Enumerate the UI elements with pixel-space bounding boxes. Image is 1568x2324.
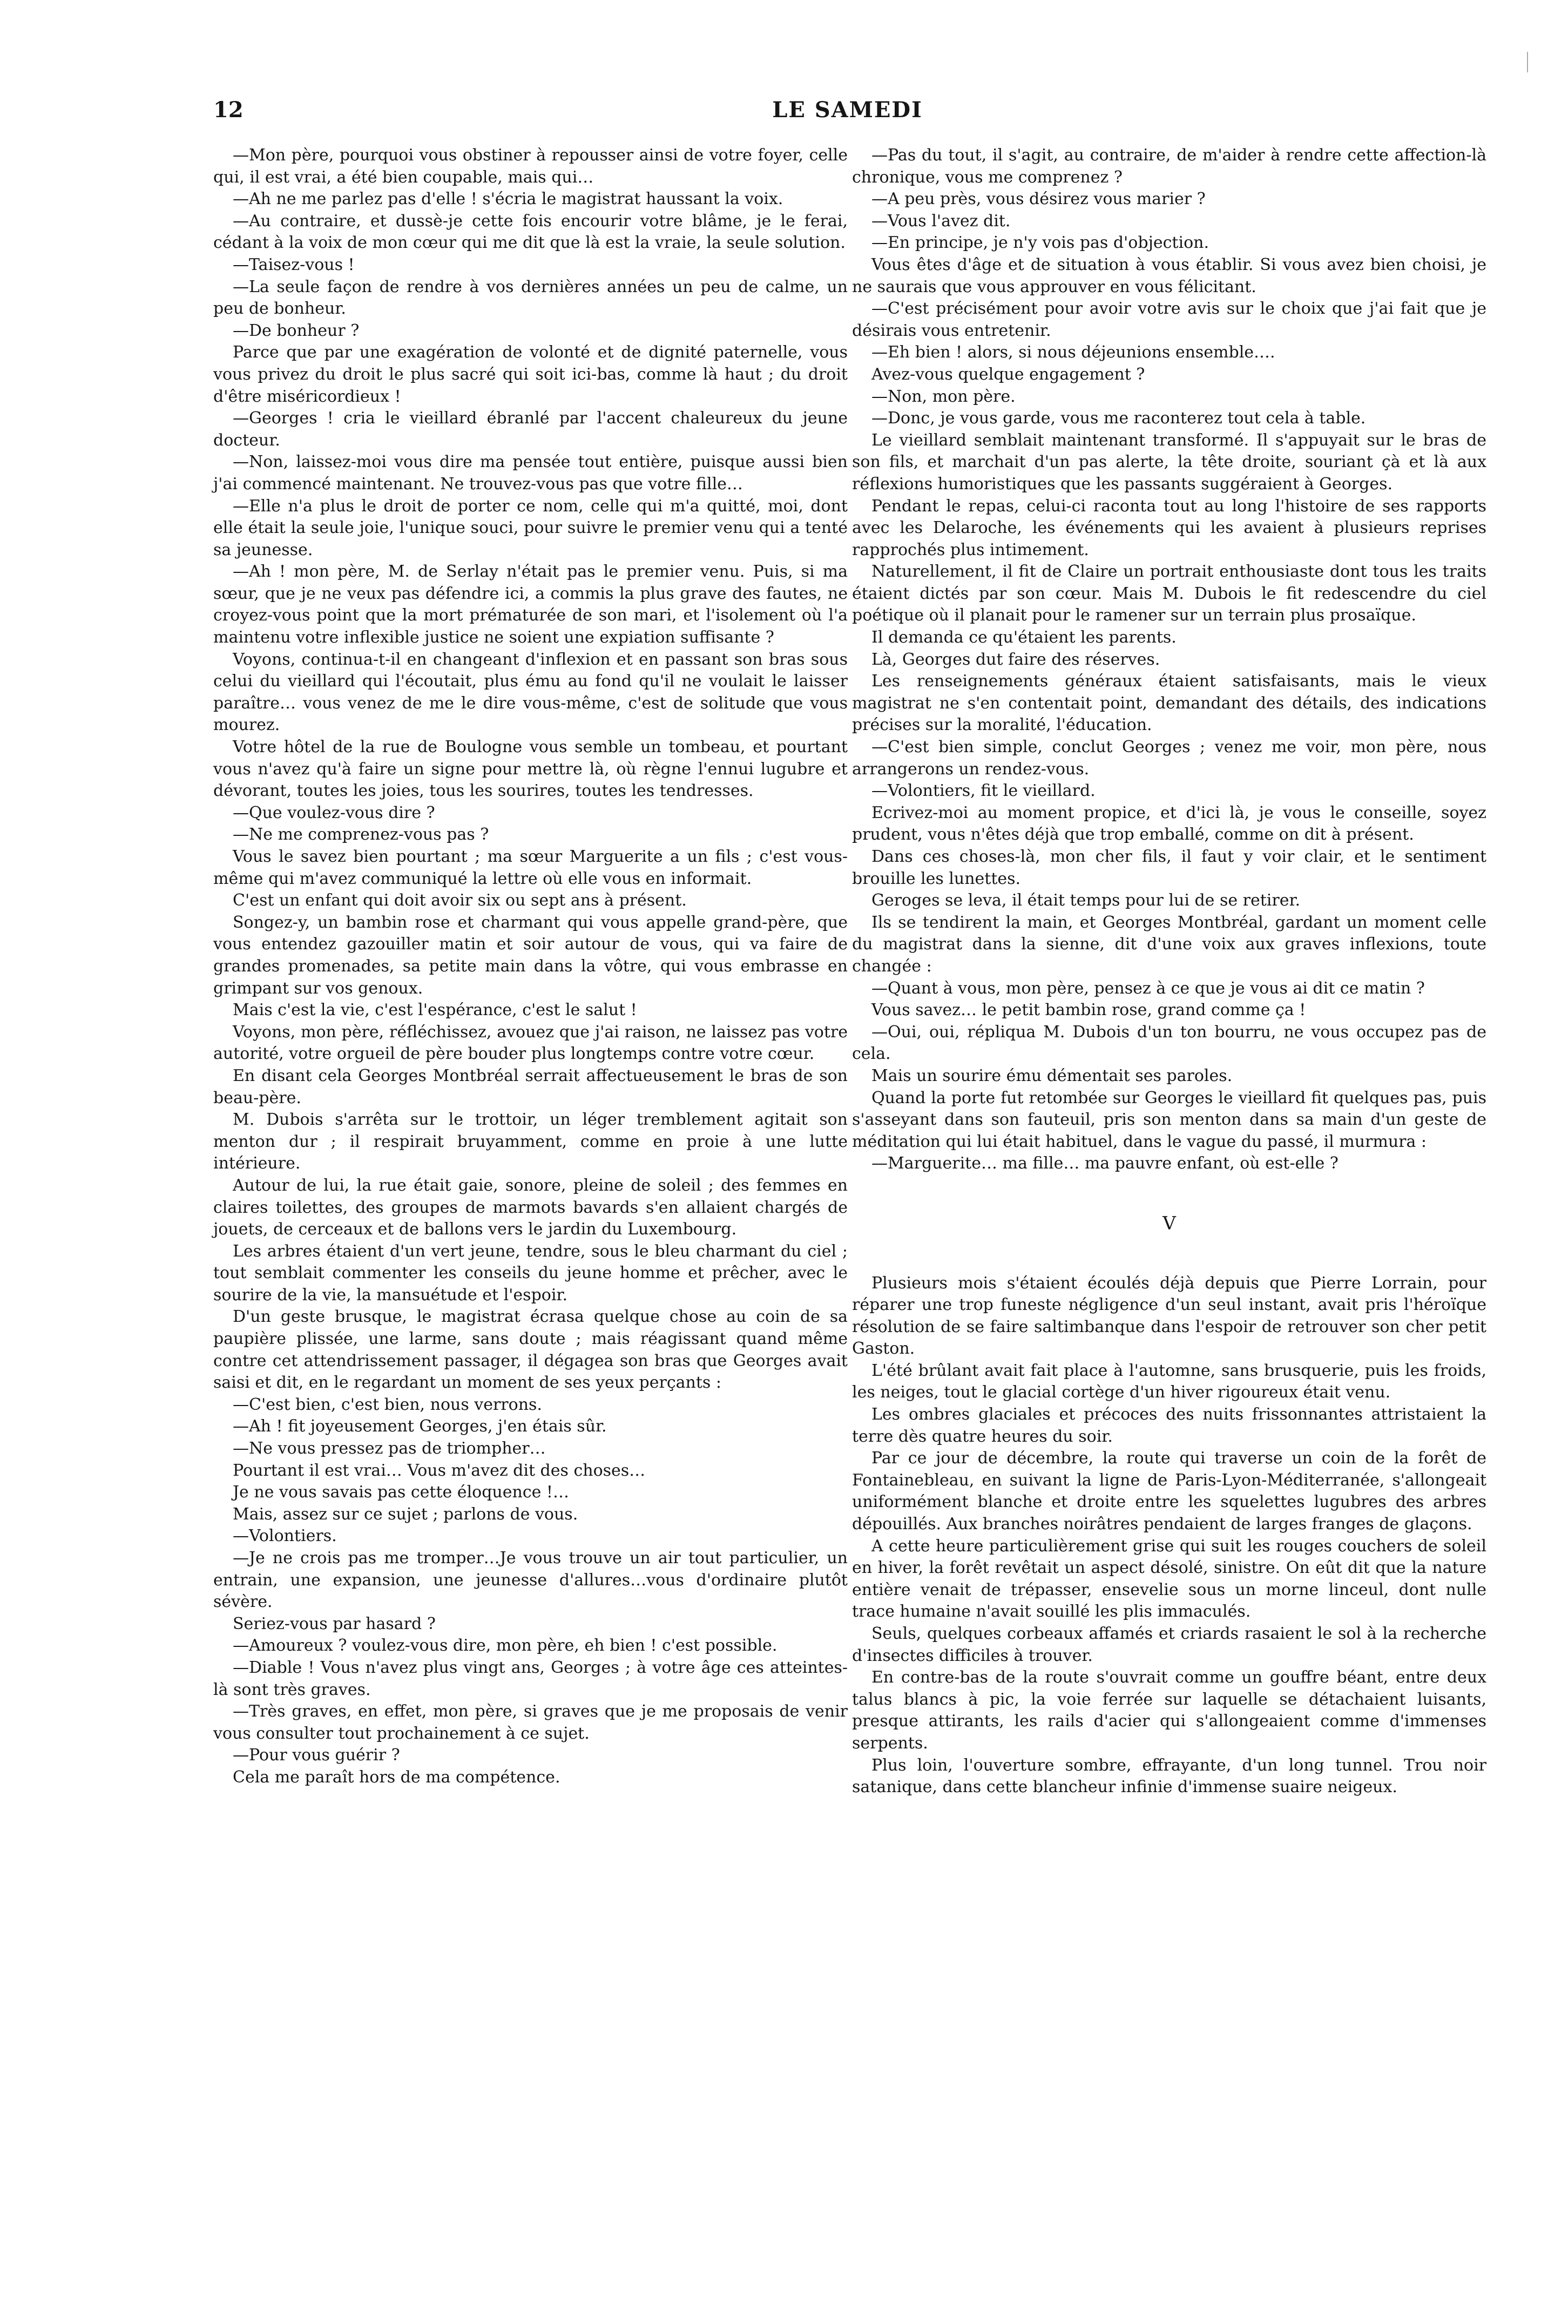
paragraph: Voyons, mon père, réfléchissez, avouez que j'ai raison, ne laissez pas votre autorité, votre orgueil de père bouder plus longtemps contre votre cœur. — [213, 1022, 848, 1064]
paragraph: —Non, laissez-moi vous dire ma pensée tout entière, puisque aussi bien j'ai commencé maintenant. Ne trouvez-vous pas que votre fille… — [213, 452, 848, 494]
paragraph: M. Dubois s'arrêta sur le trottoir, un léger tremblement agitait son menton dur ; il respirait bruyamment, comme en proie à une lutte intérieure. — [213, 1110, 848, 1173]
paragraph: Avez-vous quelque engagement ? — [871, 364, 1145, 384]
paragraph: —Non, mon père. — [871, 387, 1016, 406]
paragraph: Les ombres glaciales et précoces des nuits frissonnantes attristaient la terre dès quatre heures du soir. — [852, 1405, 1486, 1446]
paragraph: —Marguerite… ma fille… ma pauvre enfant, où est-elle ? — [871, 1154, 1339, 1173]
paragraph: —Eh bien ! alors, si nous déjeunions ensemble…. — [871, 343, 1275, 362]
paragraph: —Amoureux ? voulez-vous dire, mon père, eh bien ! c'est possible. — [233, 1636, 778, 1656]
paragraph: A cette heure particulièrement grise qui suit les rouges couchers de soleil en hiver, la forêt revêtait un aspect désolé, sinistre. On eût dit que la nature entière venait de trépasser, ensevelie sous un morne linceul, dont nulle trace humaine n'avait souillé les plis immaculés. — [852, 1536, 1486, 1622]
paragraph: Naturellement, il fit de Claire un portrait enthousiaste dont tous les traits étaient dictés par son cœur. Mais M. Dubois le fit redescendre du ciel poétique où il planait pour le ramener sur un terrain plus prosaïque. — [852, 562, 1486, 625]
paragraph: —Oui, oui, répliqua M. Dubois d'un ton bourru, ne vous occupez pas de cela. — [852, 1022, 1486, 1064]
paragraph: En contre-bas de la route s'ouvrait comme un gouffre béant, entre deux talus blancs à pic, la voie ferrée sur laquelle se détachaient luisants, presque attirants, les rails d'acier qui s'allongeaient comme d'immenses serpents. — [852, 1668, 1486, 1753]
paragraph: Vous savez… le petit bambin rose, grand comme ça ! — [871, 1001, 1306, 1020]
paragraph: —Volontiers. — [233, 1526, 337, 1546]
paragraph: —C'est bien, c'est bien, nous verrons. — [233, 1395, 542, 1414]
page-header — [213, 97, 1482, 124]
paragraph: —Ah ne me parlez pas d'elle ! s'écria le magistrat haussant la voix. — [233, 190, 783, 209]
paragraph: D'un geste brusque, le magistrat écrasa quelque chose au coin de sa paupière plissée, une larme, sans doute ; mais réagissant quand même contre cet attendrissement passager, il dégagea son bras que Georges avait saisi et dit, en le regardant un moment de ses yeux perçants : — [213, 1307, 848, 1393]
right-column — [852, 145, 1486, 1799]
paragraph: —Diable ! Vous n'avez plus vingt ans, Georges ; à votre âge ces atteintes-là sont très graves. — [213, 1658, 848, 1699]
paragraph: Ils se tendirent la main, et Georges Montbréal, gardant un moment celle du magistrat dans la sienne, dit d'une voix aux graves inflexions, toute changée : — [852, 913, 1486, 976]
paragraph: Autour de lui, la rue était gaie, sonore, pleine de soleil ; des femmes en claires toilettes, des groupes de marmots bavards s'en allaient chargés de jouets, de cerceaux et de ballons vers le jardin du Luxembourg. — [213, 1175, 848, 1239]
paragraph: —Elle n'a plus le droit de porter ce nom, celle qui m'a quitté, moi, dont elle était la seule joie, l'unique souci, pour suivre le premier venu qui a tenté sa jeunesse. — [213, 496, 848, 559]
paragraph: Mais un sourire ému démentait ses paroles. — [871, 1066, 1233, 1085]
paragraph: Dans ces choses-là, mon cher fils, il faut y voir clair, et le sentiment brouille les lunettes. — [852, 847, 1486, 888]
paragraph: —Pour vous guérir ? — [233, 1746, 400, 1765]
paragraph: Les renseignements généraux étaient satisfaisants, mais le vieux magistrat ne s'en contentait point, demandant des détails, des indications précises sur la moralité, l'éducation. — [852, 672, 1486, 735]
paragraph: —Taisez-vous ! — [233, 255, 355, 274]
right-column-first-part — [852, 145, 1486, 1175]
paragraph: —Volontiers, fit le vieillard. — [871, 781, 1096, 801]
paragraph: Parce que par une exagération de volonté et de dignité paternelle, vous vous privez du droit le plus sacré qui soit ici-bas, comme là haut ; du droit d'être miséricordieux ! — [213, 343, 848, 406]
paragraph: —C'est bien simple, conclut Georges ; venez me voir, mon père, nous arrangerons un rendez-vous. — [852, 738, 1486, 779]
paragraph: —De bonheur ? — [233, 321, 360, 340]
paragraph: Geroges se leva, il était temps pour lui de se retirer. — [871, 891, 1301, 910]
paragraph: Seriez-vous par hasard ? — [233, 1614, 436, 1633]
paragraph: —Ne vous pressez pas de triompher… — [233, 1439, 546, 1458]
paragraph: —Georges ! cria le vieillard ébranlé par l'accent chaleureux du jeune docteur. — [213, 409, 848, 450]
paragraph: —La seule façon de rendre à vos dernières années un peu de calme, un peu de bonheur. — [213, 277, 848, 319]
paragraph: —A peu près, vous désirez vous marier ? — [871, 190, 1206, 209]
paragraph: Voyons, continua-t-il en changeant d'inflexion et en passant son bras sous celui du vieillard qui l'écoutait, plus ému au fond qu'il ne voulait le laisser paraître… vous venez de me le dire vous-même, c'est de solitude que vous mourez. — [213, 650, 848, 735]
paragraph: En disant cela Georges Montbréal serrait affectueusement le bras de son beau-père. — [213, 1066, 848, 1107]
paragraph: —Je ne crois pas me tromper…Je vous trouve un air tout particulier, un entrain, une expansion, une jeunesse d'allures…vous d'ordinaire plutôt sévère. — [213, 1549, 848, 1612]
paragraph: Par ce jour de décembre, la route qui traverse un coin de la forêt de Fontainebleau, en suivant la ligne de Paris-Lyon-Méditerranée, s'allongeait uniformément blanche et droite entre les squelettes lugubres des arbres dépouillés. Aux branches noirâtres pendaient de larges franges de glaçons. — [852, 1449, 1486, 1534]
paragraph: Votre hôtel de la rue de Boulogne vous semble un tombeau, et pourtant vous n'avez qu'à faire un signe pour mettre là, où règne l'ennui lugubre et dévorant, toutes les joies, tous les sourires, toutes les tendresses. — [213, 738, 848, 801]
left-column — [213, 145, 848, 1789]
paragraph: Plusieurs mois s'étaient écoulés déjà depuis que Pierre Lorrain, pour réparer une trop funeste négligence d'un seul instant, avait pris l'héroïque résolution de se faire saltimbanque dans l'espoir de retrouver son cher petit Gaston. — [852, 1273, 1486, 1359]
paragraph: Les arbres étaient d'un vert jeune, tendre, sous le bleu charmant du ciel ; tout semblait commenter les conseils du jeune homme et prêcher, avec le sourire de la vie, la mansuétude et l'espoir. — [213, 1241, 848, 1305]
paragraph: —En principe, je n'y vois pas d'objection. — [871, 233, 1209, 253]
paragraph: —Ne me comprenez-vous pas ? — [233, 825, 489, 845]
paragraph: Je ne vous savais pas cette éloquence !… — [233, 1483, 569, 1502]
paragraph: —Mon père, pourquoi vous obstiner à repousser ainsi de votre foyer, celle qui, il est vrai, a été bien coupable, mais qui… — [213, 146, 848, 187]
paragraph: Pourtant il est vrai… Vous m'avez dit des choses… — [233, 1461, 646, 1480]
paragraph: —Quant à vous, mon père, pensez à ce que je vous ai dit ce matin ? — [871, 978, 1425, 998]
page-number: 12 — [213, 97, 244, 123]
right-column-second-part — [852, 1273, 1486, 1799]
paragraph: Mais, assez sur ce sujet ; parlons de vous. — [233, 1504, 578, 1524]
paragraph: Pendant le repas, celui-ci raconta tout au long l'histoire de ses rapports avec les Delaroche, les événements qui les avaient à plusieurs reprises rapprochés plus intimement. — [852, 496, 1486, 559]
paragraph: —Très graves, en effet, mon père, si graves que je me proposais de venir vous consulter tout prochainement à ce sujet. — [213, 1702, 848, 1743]
paragraph: Il demanda ce qu'étaient les parents. — [871, 628, 1177, 647]
paragraph: —Que voulez-vous dire ? — [233, 803, 435, 822]
paragraph: —Ah ! fit joyeusement Georges, j'en étais sûr. — [233, 1417, 607, 1436]
paragraph: Songez-y, un bambin rose et charmant qui vous appelle grand-père, que vous entendez gazouiller matin et soir autour de vous, qui va faire de grandes promenades, sa petite main dans la vôtre, qui vous embrasse en grimpant sur vos genoux. — [213, 913, 848, 998]
paragraph: Ecrivez-moi au moment propice, et d'ici là, je vous le conseille, soyez prudent, vous n'êtes déjà que trop emballé, comme on dit à présent. — [852, 803, 1486, 845]
paragraph: Le vieillard semblait maintenant transformé. Il s'appuyait sur le bras de son fils, et marchait d'un pas alerte, la tête droite, souriant çà et là aux réflexions humoristiques que les passants suggéraient à Georges. — [852, 430, 1486, 494]
section-numeral: V — [1163, 1212, 1176, 1234]
paragraph: Vous le savez bien pourtant ; ma sœur Marguerite a un fils ; c'est vous-même qui m'avez communiqué la lettre où elle vous en informait. — [213, 847, 848, 888]
paragraph: —C'est précisément pour avoir votre avis sur le choix que j'ai fait que je désirais vous entretenir. — [852, 299, 1486, 340]
paragraph: Vous êtes d'âge et de situation à vous établir. Si vous avez bien choisi, je ne saurais que vous approuver en vous félicitant. — [852, 255, 1486, 296]
paragraph: —Pas du tout, il s'agit, au contraire, de m'aider à rendre cette affection-là chronique, vous me comprenez ? — [852, 146, 1486, 187]
paragraph: Seuls, quelques corbeaux affamés et criards rasaient le sol à la recherche d'insectes difficiles à trouver. — [852, 1624, 1486, 1665]
paragraph: Mais c'est la vie, c'est l'espérance, c'est le salut ! — [233, 1001, 637, 1020]
paragraph: C'est un enfant qui doit avoir six ou sept ans à présent. — [233, 891, 687, 910]
page-edge-mark — [1527, 52, 1528, 72]
paragraph: —Au contraire, et dussè-je cette fois encourir votre blâme, je le ferai, cédant à la voix de mon cœur qui me dit que là est la vraie, la seule solution. — [213, 211, 848, 253]
paragraph: Cela me paraît hors de ma compétence. — [233, 1767, 560, 1787]
paragraph: —Ah ! mon père, M. de Serlay n'était pas le premier venu. Puis, si ma sœur, que je ne veux pas défendre ici, a commis la plus grave des fautes, ne croyez-vous point que la mort prématurée de son mari, et l'isolement où l'a maintenu votre inflexible justice ne soient une expiation suffisante ? — [213, 562, 848, 647]
paragraph: Quand la porte fut retombée sur Georges le vieillard fit quelques pas, puis s'asseyant dans son fauteuil, pris son menton dans sa main d'un geste de méditation qui lui était habituel, dans le vague du passé, il murmura : — [852, 1088, 1486, 1151]
paragraph: L'été brûlant avait fait place à l'automne, sans brusquerie, puis les froids, les neiges, tout le glacial cortège d'un hiver rigoureux était venu. — [852, 1361, 1486, 1402]
paragraph: Là, Georges dut faire des réserves. — [871, 650, 1160, 669]
paragraph: —Vous l'avez dit. — [871, 211, 1011, 231]
paragraph: —Donc, je vous garde, vous me raconterez tout cela à table. — [871, 409, 1366, 428]
paragraph: Plus loin, l'ouverture sombre, effrayante, d'un long tunnel. Trou noir satanique, dans cette blancheur infinie d'immense suaire neigeux. — [852, 1755, 1486, 1797]
running-title: LE SAMEDI — [772, 97, 923, 123]
